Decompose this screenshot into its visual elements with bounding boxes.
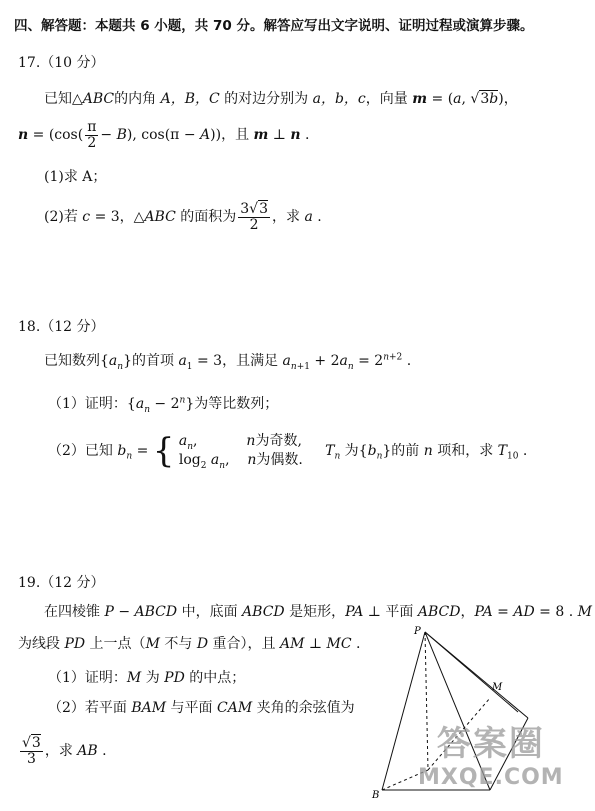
- label-p: P: [414, 626, 421, 637]
- q19-number: 19.（12 分）: [18, 575, 105, 591]
- q17-vector-n: n = (cos( $\frac{\pi}{2}$ − B), cos(π − A))，且 m ⊥ n .: [18, 119, 310, 151]
- label-m: M: [492, 682, 503, 693]
- section-header: 四、解答题：本题共 6 小题，共 70 分。解答应写出文字说明、证明过程或演算步骤。: [14, 18, 534, 34]
- q19-stem-line1: 在四棱锥 P − ABCD 中，底面 ABCD 是矩形，PA ⊥ 平面 ABCD，PA = AD = 8 . M: [44, 604, 592, 620]
- q18-number: 18.（12 分）: [18, 319, 105, 335]
- q18-stem: 已知数列$\{a_n\}$的首项 $a_1 = 3$，且满足 $a_{n+1} + 2a_n = 2^{n+2}$ .: [44, 352, 412, 372]
- q18-part2: （2）已知 $b_n$ = { $a_n$, n为奇数, $\log_2 a_n$, n为偶数. $T_n$ 为$\{b_n\}$的前 n 项和，求 $T_{10}$ .: [48, 430, 528, 471]
- watermark: [418, 716, 564, 790]
- q17-part1: (1)求 A；: [44, 169, 107, 185]
- q17-stem: 已知△ABC的内角 A，B，C 的对边分别为 a，b，c，向量 m = (a, √3b)，: [44, 91, 518, 107]
- q19-stem-line2: 为线段 PD 上一点（M 不与 D 重合），且 AM ⊥ MC .: [18, 636, 361, 652]
- q18-part1: （1）证明：$\{a_n - 2^n\}$为等比数列；: [48, 395, 279, 415]
- q17-part2: (2)若 c = 3，△ABC 的面积为 $\frac{3√3}{2}$ ，求 a .: [44, 201, 322, 233]
- watermark-top: 答案圈: [436, 724, 545, 764]
- label-b: B: [372, 790, 380, 801]
- q17-number: 17.（10 分）: [18, 55, 105, 71]
- q19-part2: （2）若平面 BAM 与平面 CAM 夹角的余弦值为: [48, 700, 355, 716]
- q19-part2-tail: $\frac{√3}{3}$ ，求 AB .: [22, 735, 107, 767]
- q19-part1: （1）证明：M 为 PD 的中点；: [48, 670, 246, 686]
- watermark-bottom: MXQE.COM: [418, 765, 564, 790]
